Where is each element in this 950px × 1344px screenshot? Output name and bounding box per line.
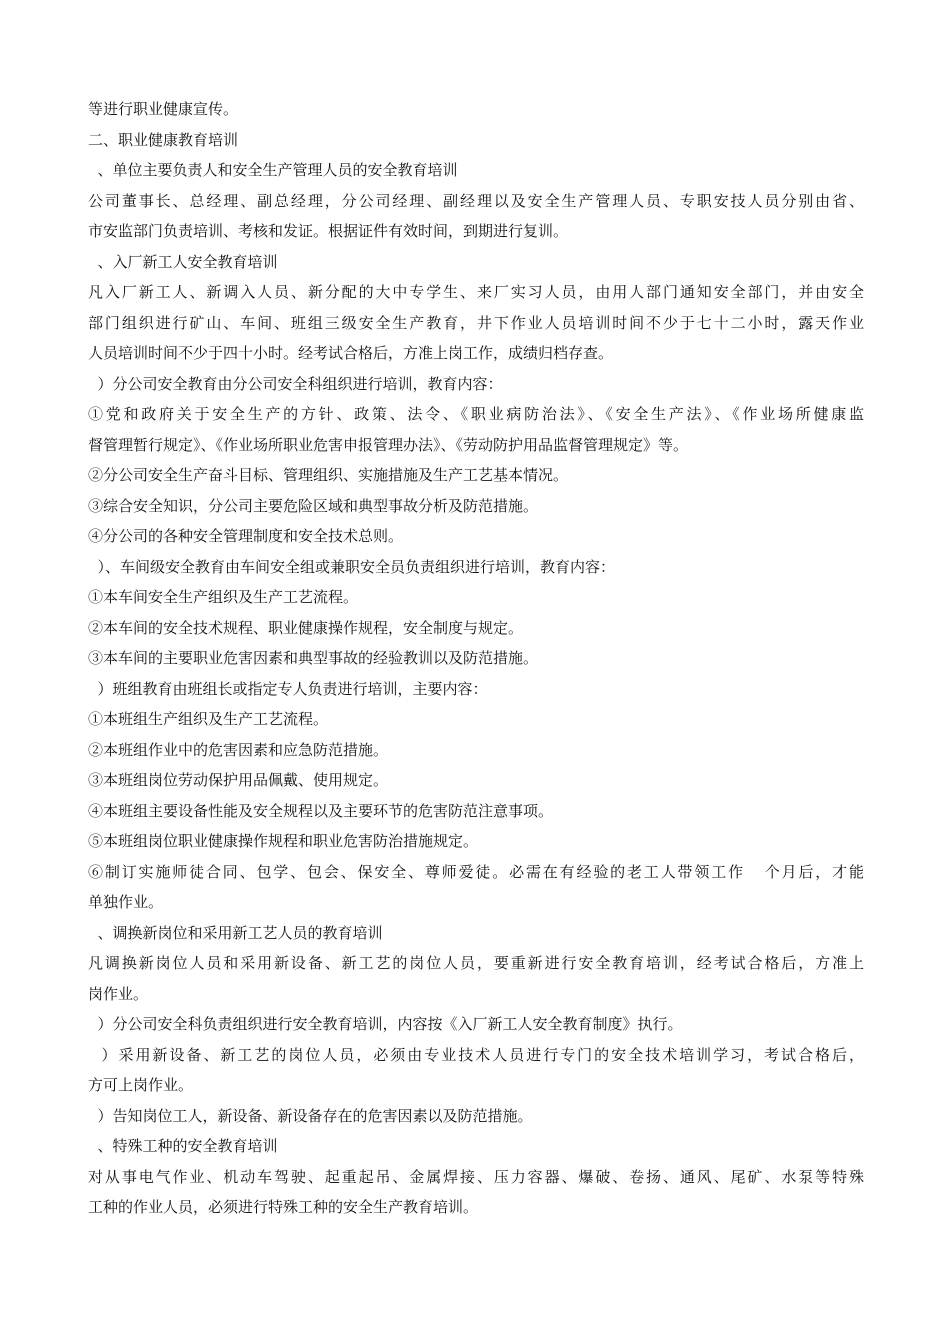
list-item: ）采用新设备、新工艺的岗位人员，必须由专业技术人员进行专门的安全技术培训学习，考试合格后，: [88, 1045, 864, 1064]
list-item: ①党和政府关于安全生产的方针、政策、法令、《职业病防治法》、《安全生产法》、《作业场所健康监: [88, 405, 864, 423]
subsection-heading: 、入厂新工人安全教育培训: [88, 252, 278, 271]
text-line: 凡入厂新工人、新调入人员、新分配的大中专学生、来厂实习人员，由用人部门通知安全部门，并由安全: [88, 283, 864, 301]
section-heading: 二、职业健康教育培训: [88, 130, 239, 149]
text-line: 对从事电气作业、机动车驾驶、起重起吊、金属焊接、压力容器、爆破、卷扬、通风、尾矿、水泵等特殊: [88, 1167, 864, 1186]
text-line: 市安监部门负责培训、考核和发证。根据证件有效时间，到期进行复训。: [88, 222, 569, 240]
list-item: ③综合安全知识，分公司主要危险区域和典型事故分析及防范措施。: [88, 496, 539, 515]
list-item: ②本班组作业中的危害因素和应急防范措施。: [88, 740, 389, 759]
list-item: ③本车间的主要职业危害因素和典型事故的经验教训以及防范措施。: [88, 649, 539, 667]
list-item: ②本车间的安全技术规程、职业健康操作规程，安全制度与规定。: [88, 618, 524, 637]
list-heading: ）、车间级安全教育由车间安全组或兼职安全员负责组织进行培训，教育内容：: [88, 557, 616, 576]
subsection-heading: 、调换新岗位和采用新工艺人员的教育培训: [88, 923, 383, 942]
text-line: 凡调换新岗位人员和采用新设备、新工艺的岗位人员，要重新进行安全教育培训，经考试合格后，方准上: [88, 954, 864, 972]
text-line: 部门组织进行矿山、车间、班组三级安全生产教育，井下作业人员培训时间不少于七十二小时，露天作业: [88, 313, 864, 332]
text-line: 人员培训时间不少于四十小时。经考试合格后，方准上岗工作，成绩归档存查。: [88, 344, 614, 362]
text-line: 工种的作业人员，必须进行特殊工种的安全生产教育培训。: [88, 1198, 479, 1216]
text-line: 方可上岗作业。: [88, 1076, 194, 1094]
subsection-heading: 、单位主要负责人和安全生产管理人员的安全教育培训: [88, 161, 458, 179]
text-line: 岗作业。: [88, 984, 149, 1003]
list-item: ⑤本班组岗位职业健康操作规程和职业危害防治措施规定。: [88, 832, 479, 850]
text-line: 督管理暂行规定》、《作业场所职业危害申报管理办法》、《劳动防护用品监督管理规定》等。: [88, 435, 689, 454]
document-page: [88, 94, 864, 1223]
list-heading: ）分公司安全教育由分公司安全科组织进行培训，教育内容：: [88, 374, 503, 393]
list-item: ①本车间安全生产组织及生产工艺流程。: [88, 588, 359, 606]
list-heading: ）班组教育由班组长或指定专人负责进行培训，主要内容：: [88, 679, 488, 698]
text-line: 等进行职业健康宣传。: [88, 100, 239, 118]
list-item: ①本班组生产组织及生产工艺流程。: [88, 710, 329, 728]
list-item: ④分公司的各种安全管理制度和安全技术总则。: [88, 527, 404, 545]
text-line: 公司董事长、总经理、副总经理，分公司经理、副经理以及安全生产管理人员、专职安技人员分别由省、: [88, 191, 864, 210]
list-item: ）分公司安全科负责组织进行安全教育培训，内容按《入厂新工人安全教育制度》执行。: [88, 1015, 683, 1033]
list-item: ）告知岗位工人，新设备、新设备存在的危害因素以及防范措施。: [88, 1106, 533, 1125]
text-line: 单独作业。: [88, 893, 164, 911]
list-item: ②分公司安全生产奋斗目标、管理组织、实施措施及生产工艺基本情况。: [88, 466, 569, 484]
list-item: ⑥制订实施师徒合同、包学、包会、保安全、尊师爱徒。必需在有经验的老工人带领工作 个月后，才能: [88, 862, 864, 881]
list-item: ③本班组岗位劳动保护用品佩戴、使用规定。: [88, 771, 389, 789]
list-item: ④本班组主要设备性能及安全规程以及主要环节的危害防范注意事项。: [88, 801, 554, 820]
subsection-heading: 、特殊工种的安全教育培训: [88, 1137, 278, 1155]
